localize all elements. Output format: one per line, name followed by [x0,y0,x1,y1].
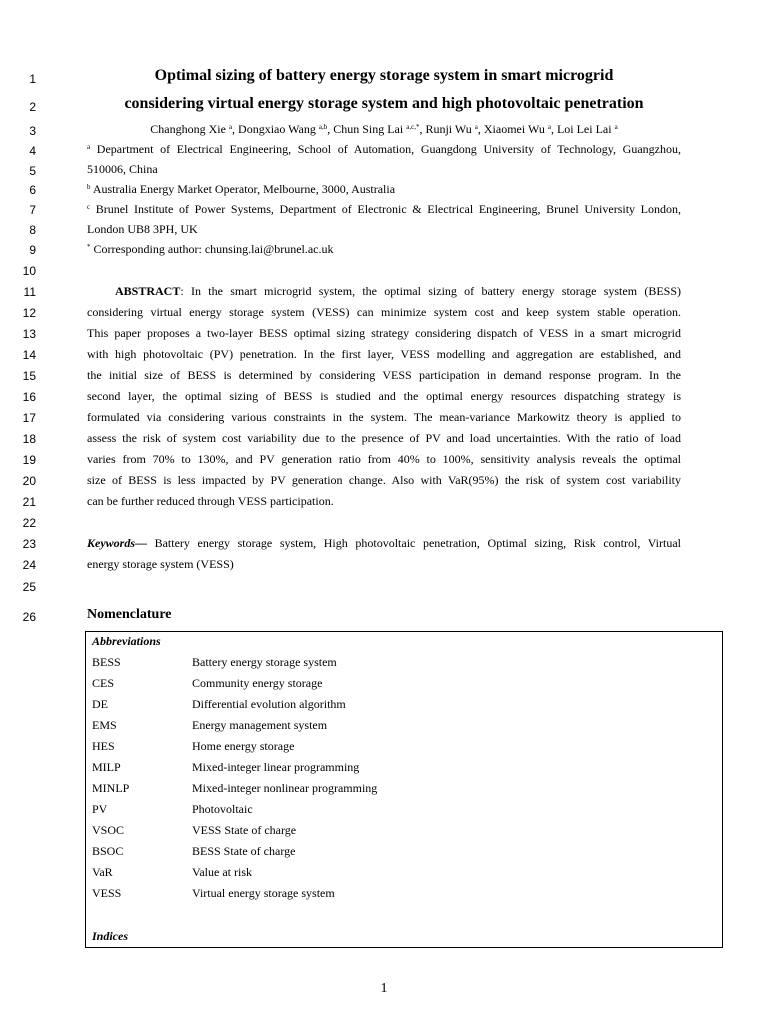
paper-title-line-2: considering virtual energy storage system and high photovoltaic penetration [124,95,644,112]
line-number: 19 [22,453,36,467]
abbreviation-definition: Battery energy storage system [192,655,337,669]
abbreviation: PV [92,802,108,816]
line-number: 10 [22,264,36,278]
author-affiliation-mark: a [228,123,233,131]
line-number: 26 [22,610,36,624]
author-name: Xiaomei Wu [483,122,548,136]
abstract-text: : In the smart microgrid system, the optimal sizing of battery energy storage system (BESS) [180,284,681,298]
abstract-line: can be further reduced through VESS participation. [87,494,334,508]
abstract-line: size of BESS is less impacted by PV generation change. Also with VaR(95%) the risk of system cost variability [87,473,681,487]
abstract-line: with high photovoltaic (PV) penetration. In the first layer, VESS modelling and aggregation are established, and [87,347,681,361]
abbreviation-definition: VESS State of charge [192,823,297,837]
abbreviation: CES [92,676,115,690]
abbreviation-definition: Mixed-integer linear programming [192,760,360,774]
abbreviation: MINLP [92,781,130,795]
author-name: Runji Wu [425,122,475,136]
keywords-label: Keywords— [87,536,147,550]
affiliation-b [87,182,681,196]
abstract-line: the initial size of BESS is determined by considering VESS participation in demand response program. In the [87,368,681,382]
line-number: 15 [22,369,36,383]
line-number: 20 [22,474,36,488]
author-name: Changhong Xie [150,122,229,136]
keywords-line-1 [87,536,681,550]
affiliation-a-line-1 [87,142,681,156]
line-number: 25 [22,580,36,594]
line-number: 21 [22,495,36,509]
page-number: 1 [380,981,388,996]
abbreviation-definition: Virtual energy storage system [192,886,335,900]
abbreviation-definition: Differential evolution algorithm [192,697,346,711]
line-number: 6 [29,183,36,197]
abbreviation-definition: Value at risk [192,865,252,879]
line-number: 14 [22,348,36,362]
affiliation-text: Brunel Institute of Power Systems, Department of Electronic & Electrical Engineering, Brunel University London, [90,202,681,216]
abstract-line: varies from 70% to 130%, and PV generation ratio from 40% to 100%, sensitivity analysis reveals the optimal [87,452,681,466]
abbreviation: BESS [92,655,121,669]
line-number: 5 [29,164,36,178]
nomenclature-heading: Nomenclature [87,607,172,622]
author-name: Dongxiao Wang [238,122,319,136]
author-separator: , [477,122,484,136]
abbreviation: VaR [92,865,113,879]
keywords-line-2: energy storage system (VESS) [87,557,234,571]
line-number: 22 [22,516,36,530]
affiliation-mark: b [87,183,91,191]
abbreviation-definition: Energy management system [192,718,328,732]
author-affiliation-mark: a,c,* [406,123,420,131]
line-number: 24 [22,558,36,572]
paper-title-line-1: Optimal sizing of battery energy storage system in smart microgrid [154,67,614,84]
line-number: 11 [23,285,36,299]
line-number: 1 [29,72,36,86]
abbreviation: EMS [92,718,117,732]
line-number: 2 [29,100,36,114]
abbreviation: VESS [92,886,122,900]
corresponding-mark: * [87,243,91,251]
author-name: Chun Sing Lai [333,122,407,136]
affiliation-mark: a [87,143,91,151]
author-list [87,122,681,136]
abbreviation-definition: Community energy storage [192,676,323,690]
affiliation-a-line-2: 510006, China [87,162,158,176]
abstract-line: considering virtual energy storage system (VESS) can minimize system cost and keep system stable operation. [87,305,681,319]
abbreviation: BSOC [92,844,124,858]
affiliation-c-line-2: London UB8 3PH, UK [87,222,198,236]
line-number: 13 [22,327,36,341]
abbreviation-definition: BESS State of charge [192,844,296,858]
abbreviations-heading: Abbreviations [92,634,161,648]
author-affiliation-mark: a [474,123,478,131]
abbreviation-definition: Home energy storage [192,739,295,753]
abstract-line: second layer, the optimal sizing of BESS is studied and the optimal energy resources dispatching strategy is [87,389,681,403]
author-separator: , [232,122,239,136]
line-number: 12 [22,306,36,320]
line-number: 7 [29,203,36,217]
keywords-text: Battery energy storage system, High photovoltaic penetration, Optimal sizing, Risk control, Virtual [147,536,681,550]
abstract-line: formulated via considering various constraints in the system. The mean-variance Markowitz theory is applied to [87,410,681,424]
author-affiliation-mark: a [547,123,551,131]
line-number: 9 [29,243,36,257]
affiliation-text: Department of Electrical Engineering, School of Automation, Guangdong University of Technology, Guangzhou, [90,142,681,156]
affiliation-mark: c [87,203,91,211]
abbreviation: VSOC [92,823,125,837]
line-number: 23 [22,537,36,551]
line-number: 16 [22,390,36,404]
indices-heading: Indices [92,929,128,943]
abbreviation-definition: Photovoltaic [192,802,253,816]
author-separator: , [550,122,557,136]
abbreviation: DE [92,697,108,711]
corresponding-email: Corresponding author: chunsing.lai@brunel.ac.uk [90,242,334,256]
abbreviation-definition: Mixed-integer nonlinear programming [192,781,378,795]
author-separator: , [327,122,334,136]
affiliation-text: Australia Energy Market Operator, Melbourne, 3000, Australia [90,182,396,196]
line-number: 3 [29,124,36,138]
author-separator: , [419,122,426,136]
abstract-line [115,284,681,298]
nomenclature-table [85,631,723,948]
line-number: 4 [29,144,36,158]
line-number: 17 [22,411,36,425]
abbreviation: MILP [92,760,121,774]
corresponding-author [87,242,681,256]
author-name: Loi Lei Lai [556,122,615,136]
abstract-line: This paper proposes a two-layer BESS optimal sizing strategy considering dispatch of VESS in a smart microgrid [87,326,681,340]
affiliation-c-line-1 [87,202,681,216]
line-number: 8 [29,223,36,237]
abstract-line: assess the risk of system cost variability due to the presence of PV and load uncertainties. With the ratio of load [87,431,681,445]
abbreviation: HES [92,739,115,753]
line-number: 18 [22,432,36,446]
author-affiliation-mark: a [614,123,618,131]
author-affiliation-mark: a,b [318,123,328,131]
abstract-label: ABSTRACT [115,284,181,298]
